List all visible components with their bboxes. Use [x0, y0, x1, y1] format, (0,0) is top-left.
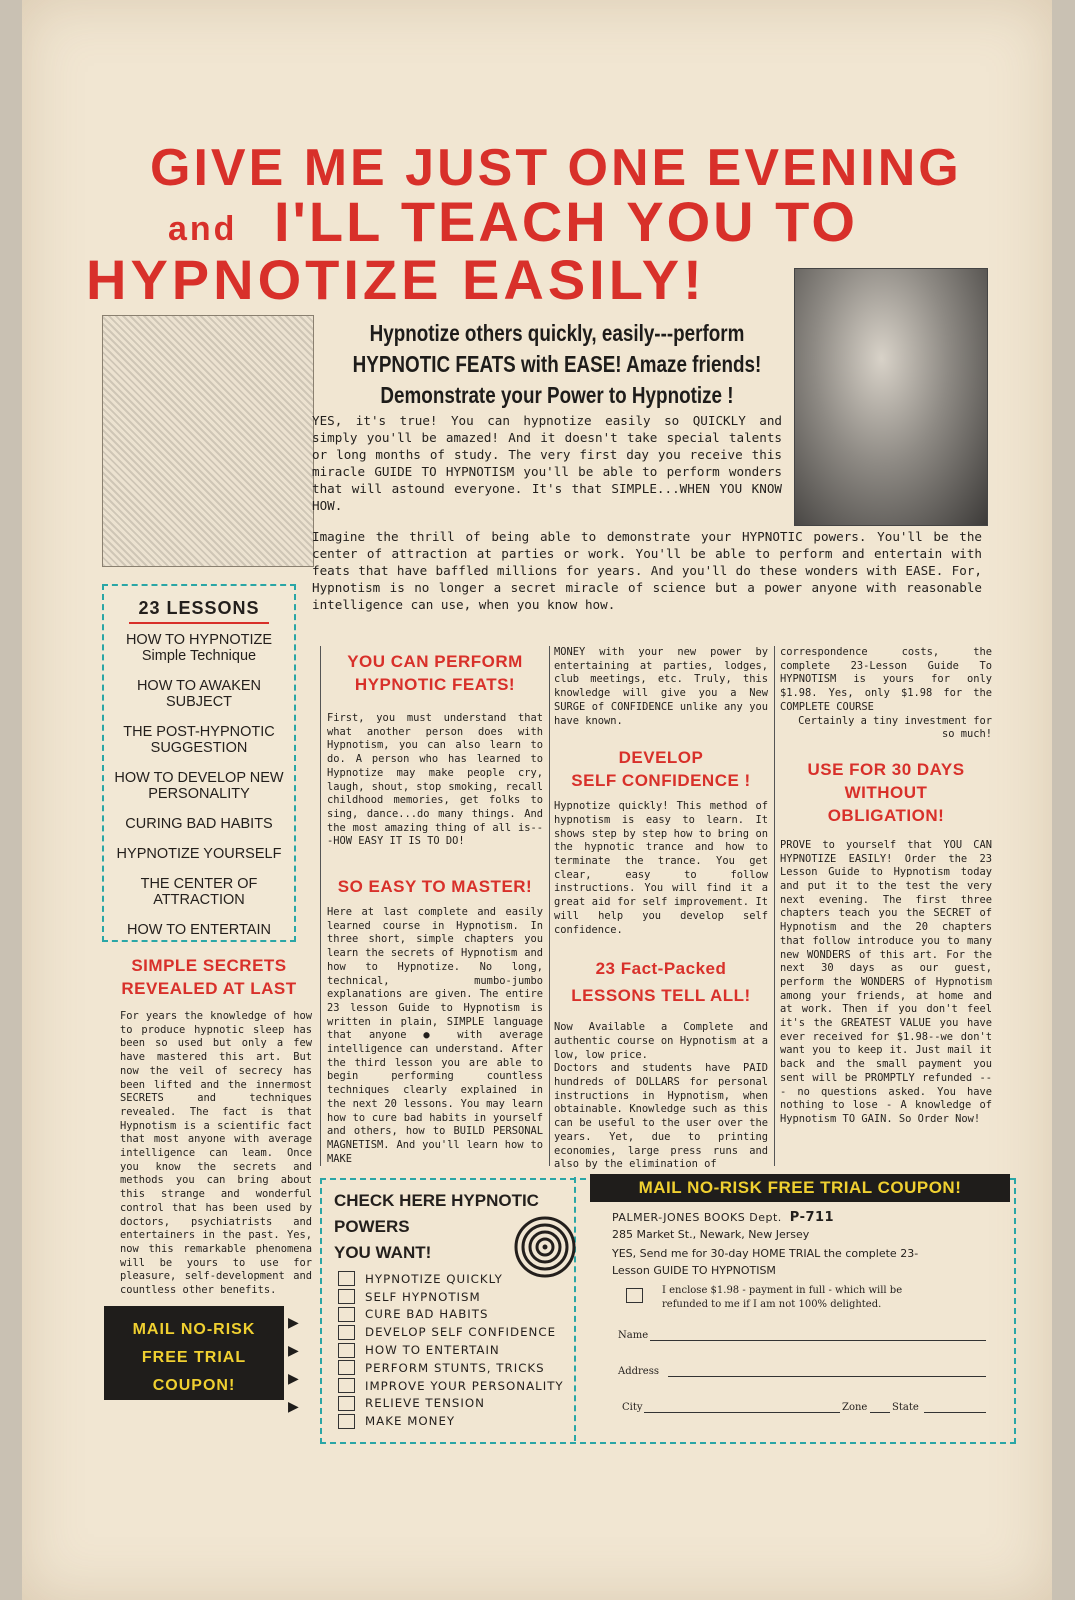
hypnotist-illustration — [102, 315, 314, 567]
checkbox[interactable] — [338, 1271, 355, 1286]
col4-head-1b: WITHOUT — [844, 782, 928, 802]
enclose-checkbox[interactable] — [626, 1288, 643, 1303]
coupon-dept: P-711 — [789, 1210, 835, 1225]
city-field[interactable] — [644, 1412, 840, 1413]
state-field[interactable] — [924, 1412, 986, 1413]
checkbox[interactable] — [338, 1378, 355, 1393]
checkbox[interactable] — [338, 1396, 355, 1411]
checkbox[interactable] — [338, 1307, 355, 1322]
subhead-line-1: Hypnotize others quickly, easily---perform — [369, 320, 745, 346]
lesson-item: THE CENTER OF ATTRACTION — [140, 876, 258, 908]
coupon-enclose-2: refunded to me if I am not 100% delighted. — [662, 1299, 882, 1310]
checklist-item-label: HOW TO ENTERTAIN — [365, 1343, 500, 1358]
coupon-header: MAIL NO-RISK FREE TRIAL COUPON! — [638, 1178, 962, 1197]
spiral-icon — [514, 1216, 576, 1278]
checkbox[interactable] — [338, 1289, 355, 1304]
col3-head-2a: 23 Fact-Packed — [595, 959, 727, 979]
arrow-right-icon: ▶ — [288, 1398, 299, 1414]
checklist-item-label: PERFORM STUNTS, TRICKS — [365, 1360, 545, 1375]
checklist-item-label: RELIEVE TENSION — [365, 1396, 485, 1411]
checklist-item[interactable] — [338, 1377, 578, 1395]
mail-box-line-2: FREE TRIAL — [141, 1349, 247, 1366]
col3-paragraph-4: Doctors and students have PAID hundreds of DOLLARS for personal instructions in Hypnotism, when obtainable. Knowledge such as this can be useful to the user over the years. Yet, due to printing economies, large press runs and also by the elimination of — [554, 1062, 768, 1171]
coupon-company-line — [612, 1210, 834, 1225]
city-label: City — [622, 1402, 643, 1413]
column-2 — [320, 646, 550, 1166]
secrets-body: For years the knowledge of how to produce hypnotic sleep has been so used but only a few have mastered this art. But now the veil of secrecy has been lifted and the innermost SECRETS and techniques revealed. The fact is that Hypnotism is a scientific fact that most anyone with average intelligence can leam. Once you know the secrets and methods you can bring about this strange and wonderful control that has been used by doctors, psychiatrists and entertainers in the past. Yes, now this remarkable phenomena will be yours to use for pleasure, self-development and countless other benefits. — [120, 1010, 312, 1297]
col4-paragraph-2: PROVE to yourself that YOU CAN HYPNOTIZE EASILY! Order the 23 Lesson Guide to Hypnotism today and put it to the test the very next evening. The first three chapters teach you the SECRET of Hypnotism and the 20 chapters that follow introduce you to many new WONDERS of this art. For the next 30 days as our guest, perform the WONDERS of Hypnotism among your friends, at home and at work. Then if you don't feel it's the GREATEST VALUE you have ever received for $1.98--we don't want you to keep it. Just mail it back and the small payment you sent will be PROMPTLY refunded --- no questions asked. You have nothing to lose - A knowledge of Hypnotism TO GAIN. So Order Now! — [780, 838, 992, 1125]
coupon-enclose-1: I enclose $1.98 - payment in full - which will be — [662, 1285, 903, 1296]
checklist-item-label: SELF HYPNOTISM — [365, 1289, 481, 1304]
checklist-item[interactable] — [338, 1270, 578, 1288]
headline-and: and — [168, 210, 238, 248]
col3-head-2b: LESSONS TELL ALL! — [571, 986, 751, 1006]
lessons-title-underline — [129, 622, 269, 624]
mail-box-line-1: MAIL NO-RISK — [132, 1321, 256, 1338]
magazine-back-cover — [22, 0, 1052, 1600]
lessons-box — [102, 584, 296, 942]
lessons-list — [104, 632, 294, 938]
coupon-header-bar — [590, 1174, 1010, 1202]
checklist-item[interactable] — [338, 1341, 578, 1359]
author-photo — [794, 268, 988, 526]
headline-line-3: HYPNOTIZE EASILY! — [86, 248, 706, 311]
intro-paragraph-1: YES, it's true! You can hypnotize easily so QUICKLY and simply you'll be amazed! And it doesn't take special talents or long months of study. The very first day you receive this miracle GUIDE TO HYPNOTISM you'll be able to perform wonders that will astound everyone. It's that SIMPLE...WHEN YOU KNOW HOW. — [312, 413, 782, 513]
coupon-enclose — [662, 1284, 902, 1312]
coupon-address: 285 Market St., Newark, New Jersey — [612, 1228, 810, 1241]
checklist-item[interactable] — [338, 1288, 578, 1306]
col2-paragraph-1: First, you must understand that what another person does with Hypnotism, you can also learn to do. A person who has learned to Hypnotize may make people cry, laugh, shout, stop smoking, recall childhood memories, get folks to sing, dance...do many things. And the most amazing thing of all is---HOW EASY IT IS TO DO! — [327, 712, 543, 848]
state-label: State — [892, 1402, 919, 1413]
mail-box-line-3: COUPON! — [152, 1377, 236, 1394]
checklist-items — [338, 1270, 578, 1430]
headline-line-1: GIVE ME JUST ONE EVENING — [150, 139, 962, 197]
checklist-item[interactable] — [338, 1412, 578, 1430]
address-label: Address — [618, 1366, 659, 1377]
col2-head-1b: HYPNOTIC FEATS! — [354, 675, 516, 694]
checkbox[interactable] — [338, 1414, 355, 1429]
col2-head-1a: YOU CAN PERFORM — [347, 652, 523, 671]
mail-no-risk-box — [104, 1306, 284, 1400]
arrow-right-icon: ▶ — [288, 1342, 299, 1358]
arrow-icons — [288, 1308, 299, 1420]
lesson-item: HOW TO DEVELOP NEW PERSONALITY — [114, 770, 284, 802]
address-field[interactable] — [668, 1376, 986, 1377]
column-4 — [774, 646, 994, 1127]
col4-paragraph-1: correspondence costs, the complete 23-Lesson Guide To HYPNOTISM is yours for only $1.98. Yes, only $1.98 for the COMPLETE COURSE — [780, 646, 992, 713]
checklist-item-label: CURE BAD HABITS — [365, 1307, 489, 1322]
checklist-item-label: MAKE MONEY — [365, 1414, 456, 1429]
checklist-item[interactable] — [338, 1306, 578, 1324]
subhead-line-3: Demonstrate your Power to Hypnotize ! — [380, 382, 734, 408]
col2-head-2: SO EASY TO MASTER! — [337, 877, 533, 897]
col3-paragraph-1: MONEY with your new power by entertaining at parties, lodges, club meetings, etc. Truly, this knowledge will give you a New SURGE of CONFIDENCE unlike any you have known. — [554, 646, 768, 727]
col3-paragraph-2: Hypnotize quickly! This method of hypnotism is easy to learn. It shows step by step how to bring on the hypnotic trance and how to terminate the trance. You get clear, easy to follow instructions. You will find it a great aid for self improvement. It will help you develop self confidence. — [554, 800, 768, 936]
checklist-title-2: POWERS — [334, 1217, 410, 1236]
col4-head-1c: OBLIGATION! — [827, 805, 945, 825]
checklist-item[interactable] — [338, 1359, 578, 1377]
subhead — [292, 318, 822, 411]
secrets-head-2: REVEALED AT LAST — [121, 979, 297, 998]
lessons-title: 23 LESSONS — [138, 598, 260, 618]
checklist-item-label: HYPNOTIZE QUICKLY — [365, 1271, 503, 1286]
checklist-title-3: YOU WANT! — [334, 1243, 432, 1262]
subhead-line-2: HYPNOTIC FEATS with EASE! Amaze friends! — [352, 351, 762, 377]
checklist-item[interactable] — [338, 1395, 578, 1413]
lesson-item: HOW TO ENTERTAIN — [127, 922, 271, 938]
lesson-item: HOW TO AWAKEN SUBJECT — [136, 678, 262, 710]
coupon-send-2: Lesson GUIDE TO HYPNOTISM — [612, 1264, 776, 1277]
lesson-item: HYPNOTIZE YOURSELF — [116, 846, 282, 862]
checkbox[interactable] — [338, 1343, 355, 1358]
intro-paragraph-2: Imagine the thrill of being able to demonstrate your HYPNOTIC powers. You'll be the center of attraction at parties or work. You'll be able to perform and entertain with feats that have baffled millions for years. And you'll do these wonders with EASE. For, Hypnotism is no longer a secret miracle of science but a power anyone with reasonable intelligence can use, when you know how. — [312, 529, 982, 612]
column-3 — [548, 646, 775, 1171]
checkbox[interactable] — [338, 1325, 355, 1340]
col4-head-1a: USE FOR 30 DAYS — [807, 759, 965, 779]
coupon-send-1: YES, Send me for 30-day HOME TRIAL the complete 23- — [612, 1247, 919, 1260]
headline-line-2: I'LL TEACH YOU TO — [274, 190, 858, 253]
checklist-item-label: DEVELOP SELF CONFIDENCE — [365, 1325, 557, 1340]
lesson-item: THE POST-HYPNOTIC SUGGESTION — [123, 724, 275, 756]
col4-paragraph-1b: Certainly a tiny investment for so much! — [798, 714, 992, 741]
checkbox[interactable] — [338, 1360, 355, 1375]
zone-label: Zone — [842, 1402, 868, 1413]
arrow-right-icon: ▶ — [288, 1370, 299, 1386]
name-field[interactable] — [650, 1340, 986, 1341]
secrets-head-1: SIMPLE SECRETS — [131, 956, 287, 975]
name-label: Name — [618, 1330, 649, 1341]
col2-paragraph-2: Here at last complete and easily learned course in Hypnotism. In three short, simple chapters you learn the secrets of Hypnotism and how to Hypnotize. No long, technical, mumbo-jumbo explanations are given. The entire 23 lesson Guide to Hypnotism is written in plain, SIMPLE language that anyone ● with average intelligence can understand. After the third lesson you are able to begin performing countless techniques clearly explained in the next 20 lessons. You may learn how to cure bad habits in yourself and others, how to BUILD PERSONAL MAGNETISM. And you'll learn how to MAKE — [327, 906, 543, 1165]
secrets-section — [94, 954, 324, 1000]
col3-head-1a: DEVELOP — [618, 748, 704, 768]
lesson-item: HOW TO HYPNOTIZE Simple Technique — [125, 632, 273, 664]
zone-field[interactable] — [870, 1412, 890, 1413]
col3-paragraph-3: Now Available a Complete and authentic course on Hypnotism at a low, low price. — [554, 1021, 768, 1061]
lesson-item: CURING BAD HABITS — [125, 816, 273, 832]
checklist-item-label: IMPROVE YOUR PERSONALITY — [365, 1378, 564, 1393]
col3-head-1b: SELF CONFIDENCE ! — [571, 771, 751, 791]
checklist-title-1: CHECK HERE HYPNOTIC — [334, 1191, 539, 1210]
coupon-company: PALMER-JONES BOOKS Dept. — [612, 1211, 782, 1224]
arrow-right-icon: ▶ — [288, 1314, 299, 1330]
checklist-item[interactable] — [338, 1323, 578, 1341]
